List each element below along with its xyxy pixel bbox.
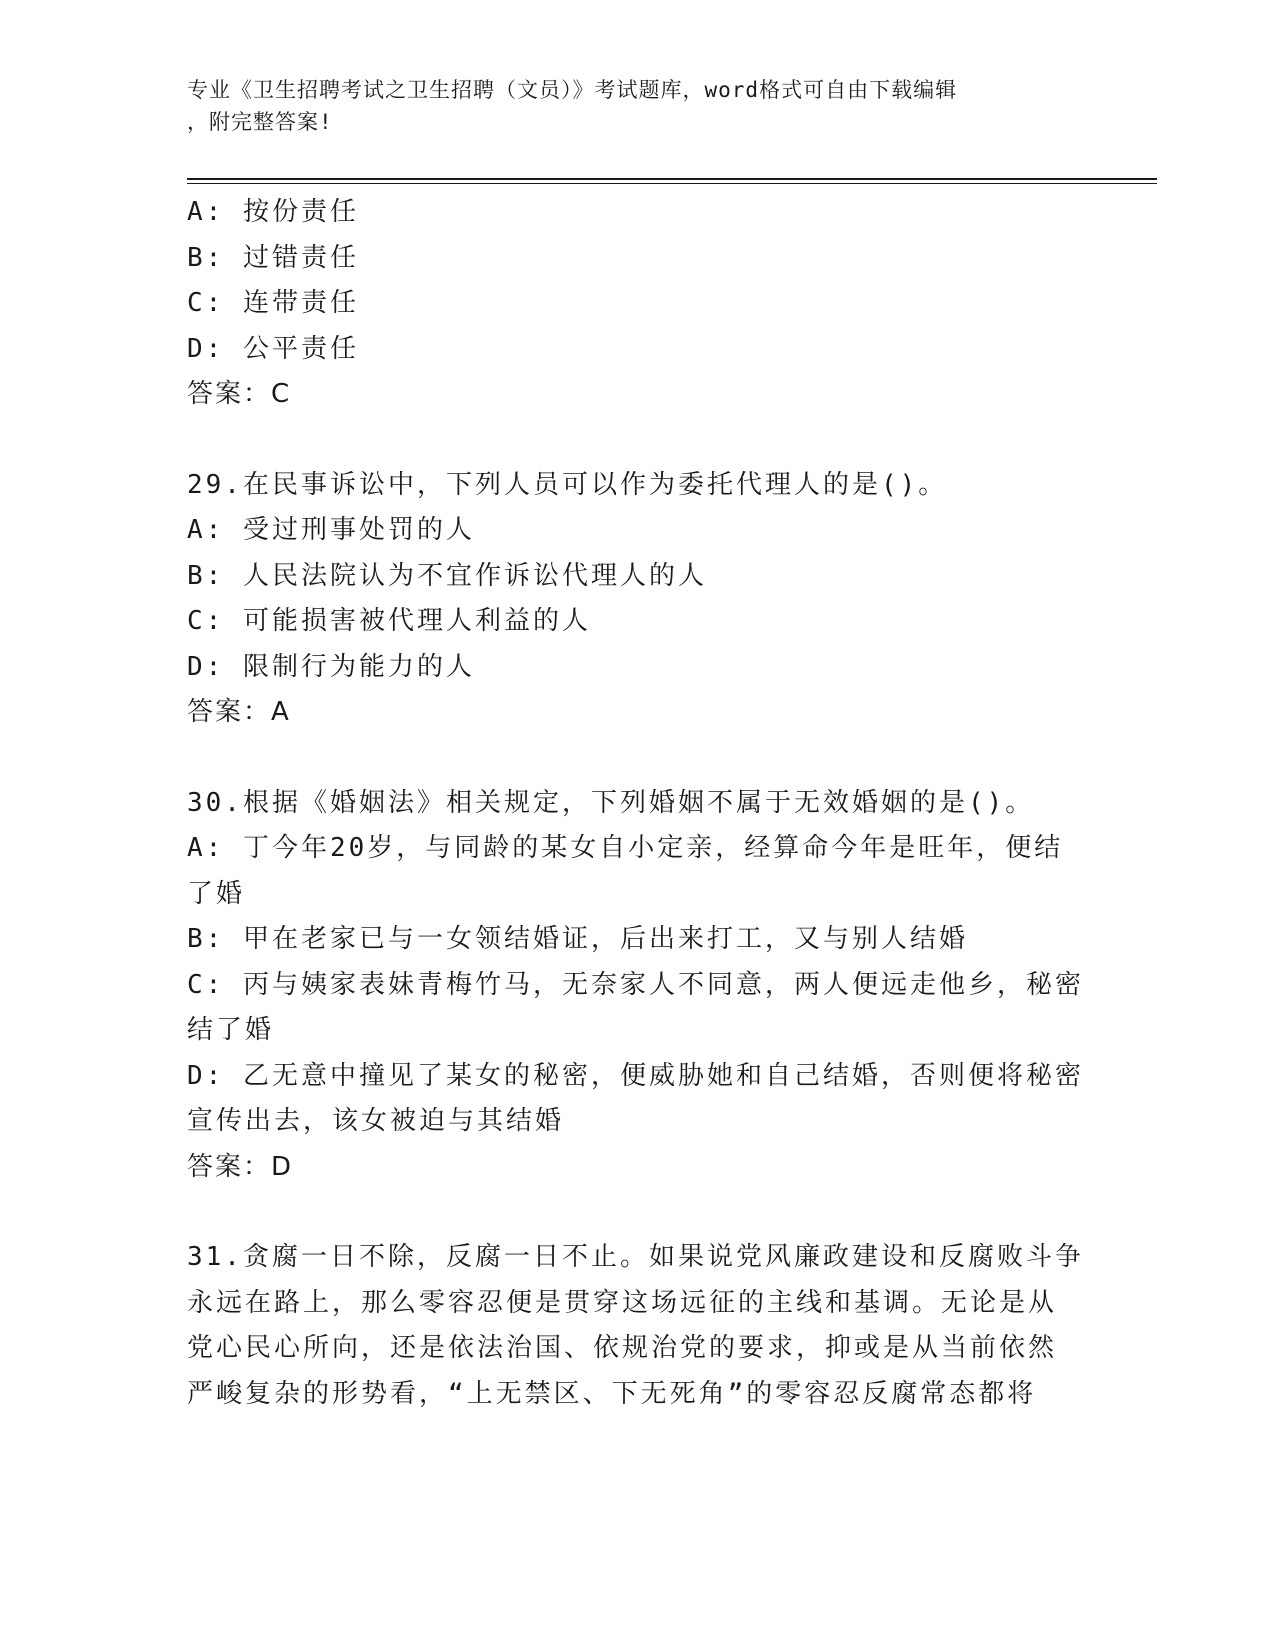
question-29 bbox=[187, 463, 1087, 736]
option-a-line-1: A: 丁今年20岁，与同龄的某女自小定亲，经算命今年是旺年，便结 bbox=[187, 833, 1064, 863]
option-d: D: 公平责任 bbox=[187, 333, 359, 364]
question-list bbox=[187, 190, 1087, 1417]
option-a: A: 受过刑事处罚的人 bbox=[187, 515, 475, 545]
answer: 答案：C bbox=[187, 379, 292, 409]
question-stem-line-4: 严峻复杂的形势看，“上无禁区、下无死角”的零容忍反腐常态都将 bbox=[187, 1378, 1037, 1409]
question-28 bbox=[187, 190, 1087, 418]
question-stem-line-2: 永远在路上，那么零容忍便是贯穿这场远征的主线和基调。无论是从 bbox=[187, 1287, 1058, 1318]
option-d-line-1: D: 乙无意中撞见了某女的秘密，便威胁她和自己结婚，否则便将秘密 bbox=[187, 1060, 1084, 1091]
option-c-line-1: C: 丙与姨家表妹青梅竹马，无奈家人不同意，两人便远走他乡，秘密 bbox=[187, 969, 1084, 1000]
question-stem: 30.根据《婚姻法》相关规定，下列婚姻不属于无效婚姻的是()。 bbox=[187, 787, 1035, 818]
option-a: A: 按份责任 bbox=[187, 197, 359, 227]
option-c: C: 可能损害被代理人利益的人 bbox=[187, 606, 591, 636]
option-b: B: 过错责任 bbox=[187, 242, 359, 273]
option-c: C: 连带责任 bbox=[187, 288, 359, 318]
spacer bbox=[187, 736, 1087, 781]
option-b: B: 人民法院认为不宜作诉讼代理人的人 bbox=[187, 560, 707, 591]
question-31 bbox=[187, 1235, 1087, 1417]
option-b: B: 甲在老家已与一女领结婚证，后出来打工，又与别人结婚 bbox=[187, 924, 968, 954]
question-stem-line-3: 党心民心所向，还是依法治国、依规治党的要求，抑或是从当前依然 bbox=[187, 1333, 1058, 1363]
answer: 答案：D bbox=[187, 1151, 294, 1182]
question-30 bbox=[187, 781, 1087, 1191]
option-d: D: 限制行为能力的人 bbox=[187, 651, 475, 682]
option-a-line-2: 了婚 bbox=[187, 878, 246, 909]
header-line-2: ，附完整答案! bbox=[187, 110, 333, 134]
option-c-line-2: 结了婚 bbox=[187, 1015, 275, 1045]
question-stem: 29.在民事诉讼中，下列人员可以作为委托代理人的是()。 bbox=[187, 469, 948, 500]
option-d-line-2: 宣传出去，该女被迫与其结婚 bbox=[187, 1106, 565, 1136]
spacer bbox=[187, 418, 1087, 463]
spacer bbox=[187, 1190, 1087, 1235]
question-stem-line-1: 31.贪腐一日不除，反腐一日不止。如果说党风廉政建设和反腐败斗争 bbox=[187, 1242, 1084, 1272]
answer: 答案：A bbox=[187, 697, 291, 727]
header-divider-thick bbox=[187, 178, 1157, 180]
document-header bbox=[187, 74, 1087, 138]
header-divider-thin bbox=[187, 183, 1157, 184]
header-line-1: 专业《卫生招聘考试之卫生招聘（文员）》考试题库，word格式可自由下载编辑 bbox=[187, 78, 958, 102]
